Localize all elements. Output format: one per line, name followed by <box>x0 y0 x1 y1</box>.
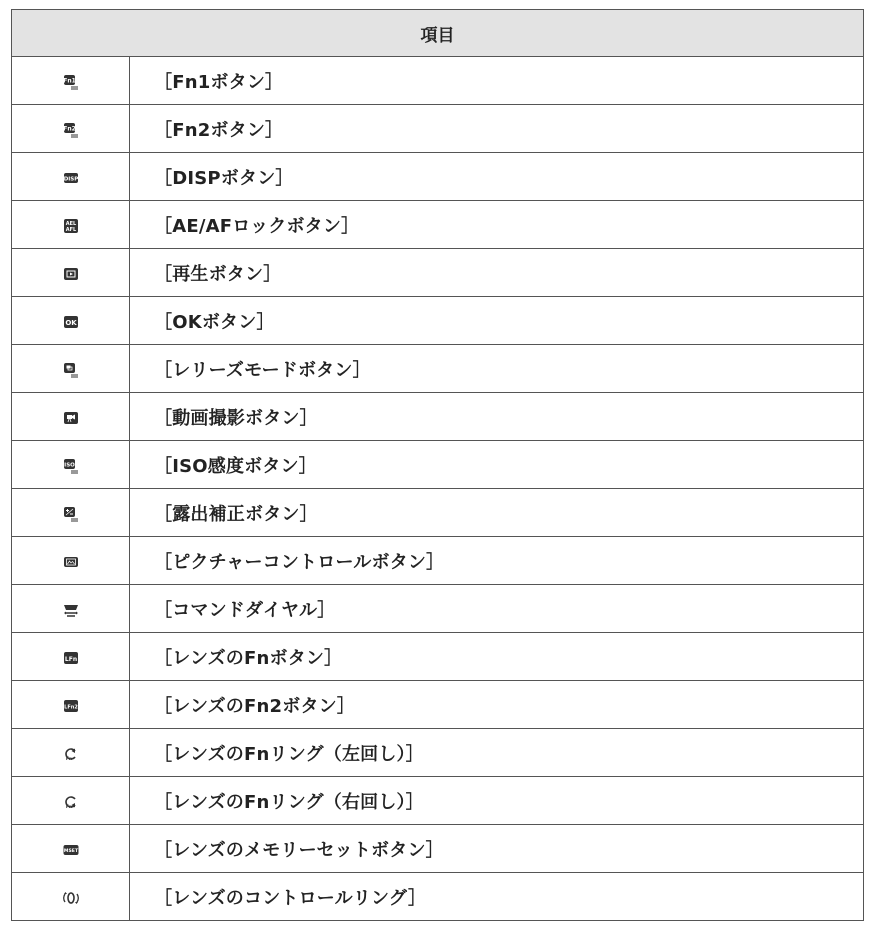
ok-button-icon <box>63 314 79 330</box>
svg-text:ISO: ISO <box>63 462 75 468</box>
lens-fn-ring-left-icon <box>63 746 79 762</box>
table-row <box>12 489 864 537</box>
exposure-comp-button-icon <box>63 506 79 522</box>
playback-button-icon <box>63 266 79 282</box>
item-name: ［レリーズモードボタン］ <box>130 345 864 393</box>
release-mode-button-icon <box>63 362 79 378</box>
item-name: ［レンズのメモリーセットボタン］ <box>130 825 864 873</box>
table-row <box>12 249 864 297</box>
table-row <box>12 201 864 249</box>
item-name: ［AE/AFロックボタン］ <box>130 201 864 249</box>
lens-fn-ring-right-icon <box>63 794 79 810</box>
item-name: ［Fn2ボタン］ <box>130 105 864 153</box>
svg-text:Fn1: Fn1 <box>62 77 76 84</box>
disp-button-icon <box>63 170 79 186</box>
lens-memory-set-button-icon <box>63 842 79 858</box>
item-name: ［レンズのFnリング（左回し）］ <box>130 729 864 777</box>
item-name: ［コマンドダイヤル］ <box>130 585 864 633</box>
table-row <box>12 633 864 681</box>
table-row <box>12 585 864 633</box>
command-dial-icon <box>63 602 79 618</box>
svg-text:Fn: Fn <box>65 804 72 810</box>
svg-text:MSET: MSET <box>63 848 78 854</box>
item-name: ［レンズのFnボタン］ <box>130 633 864 681</box>
item-name: ［再生ボタン］ <box>130 249 864 297</box>
table-row <box>12 57 864 105</box>
table-row <box>12 441 864 489</box>
table-header-row <box>12 10 864 57</box>
table-row <box>12 681 864 729</box>
item-name: ［ISO感度ボタン］ <box>130 441 864 489</box>
ae-af-lock-button-icon <box>63 218 79 234</box>
table-row <box>12 297 864 345</box>
table-row <box>12 825 864 873</box>
svg-text:LFn2: LFn2 <box>63 704 78 710</box>
svg-text:AFL: AFL <box>65 226 76 233</box>
table-row <box>12 873 864 921</box>
item-name: ［レンズのコントロールリング］ <box>130 873 864 921</box>
table-row <box>12 345 864 393</box>
picture-control-button-icon <box>63 554 79 570</box>
table-row <box>12 777 864 825</box>
item-table-container <box>11 9 863 921</box>
iso-button-icon <box>63 458 79 474</box>
svg-text:LFn: LFn <box>64 655 77 663</box>
lens-fn2-button-icon <box>63 698 79 714</box>
svg-text:DISP: DISP <box>63 176 78 182</box>
item-name: ［Fn1ボタン］ <box>130 57 864 105</box>
table-row <box>12 105 864 153</box>
item-name: ［レンズのFn2ボタン］ <box>130 681 864 729</box>
table-row <box>12 393 864 441</box>
lens-fn-button-icon <box>63 650 79 666</box>
svg-text:Fn: Fn <box>65 756 72 762</box>
table-row <box>12 729 864 777</box>
svg-text:AEL: AEL <box>65 220 76 227</box>
table-header: 項目 <box>12 10 864 57</box>
table-row <box>12 153 864 201</box>
item-table <box>11 9 864 921</box>
fn2-button-icon <box>63 122 79 138</box>
item-name: ［レンズのFnリング（右回し）］ <box>130 777 864 825</box>
item-name: ［DISPボタン］ <box>130 153 864 201</box>
lens-control-ring-icon <box>63 890 79 906</box>
fn1-button-icon <box>63 74 79 90</box>
svg-text:Fn2: Fn2 <box>62 125 76 132</box>
item-name: ［露出補正ボタン］ <box>130 489 864 537</box>
item-name: ［ピクチャーコントロールボタン］ <box>130 537 864 585</box>
item-name: ［動画撮影ボタン］ <box>130 393 864 441</box>
movie-record-button-icon <box>63 410 79 426</box>
table-row <box>12 537 864 585</box>
svg-text:OK: OK <box>64 318 77 327</box>
item-name: ［OKボタン］ <box>130 297 864 345</box>
